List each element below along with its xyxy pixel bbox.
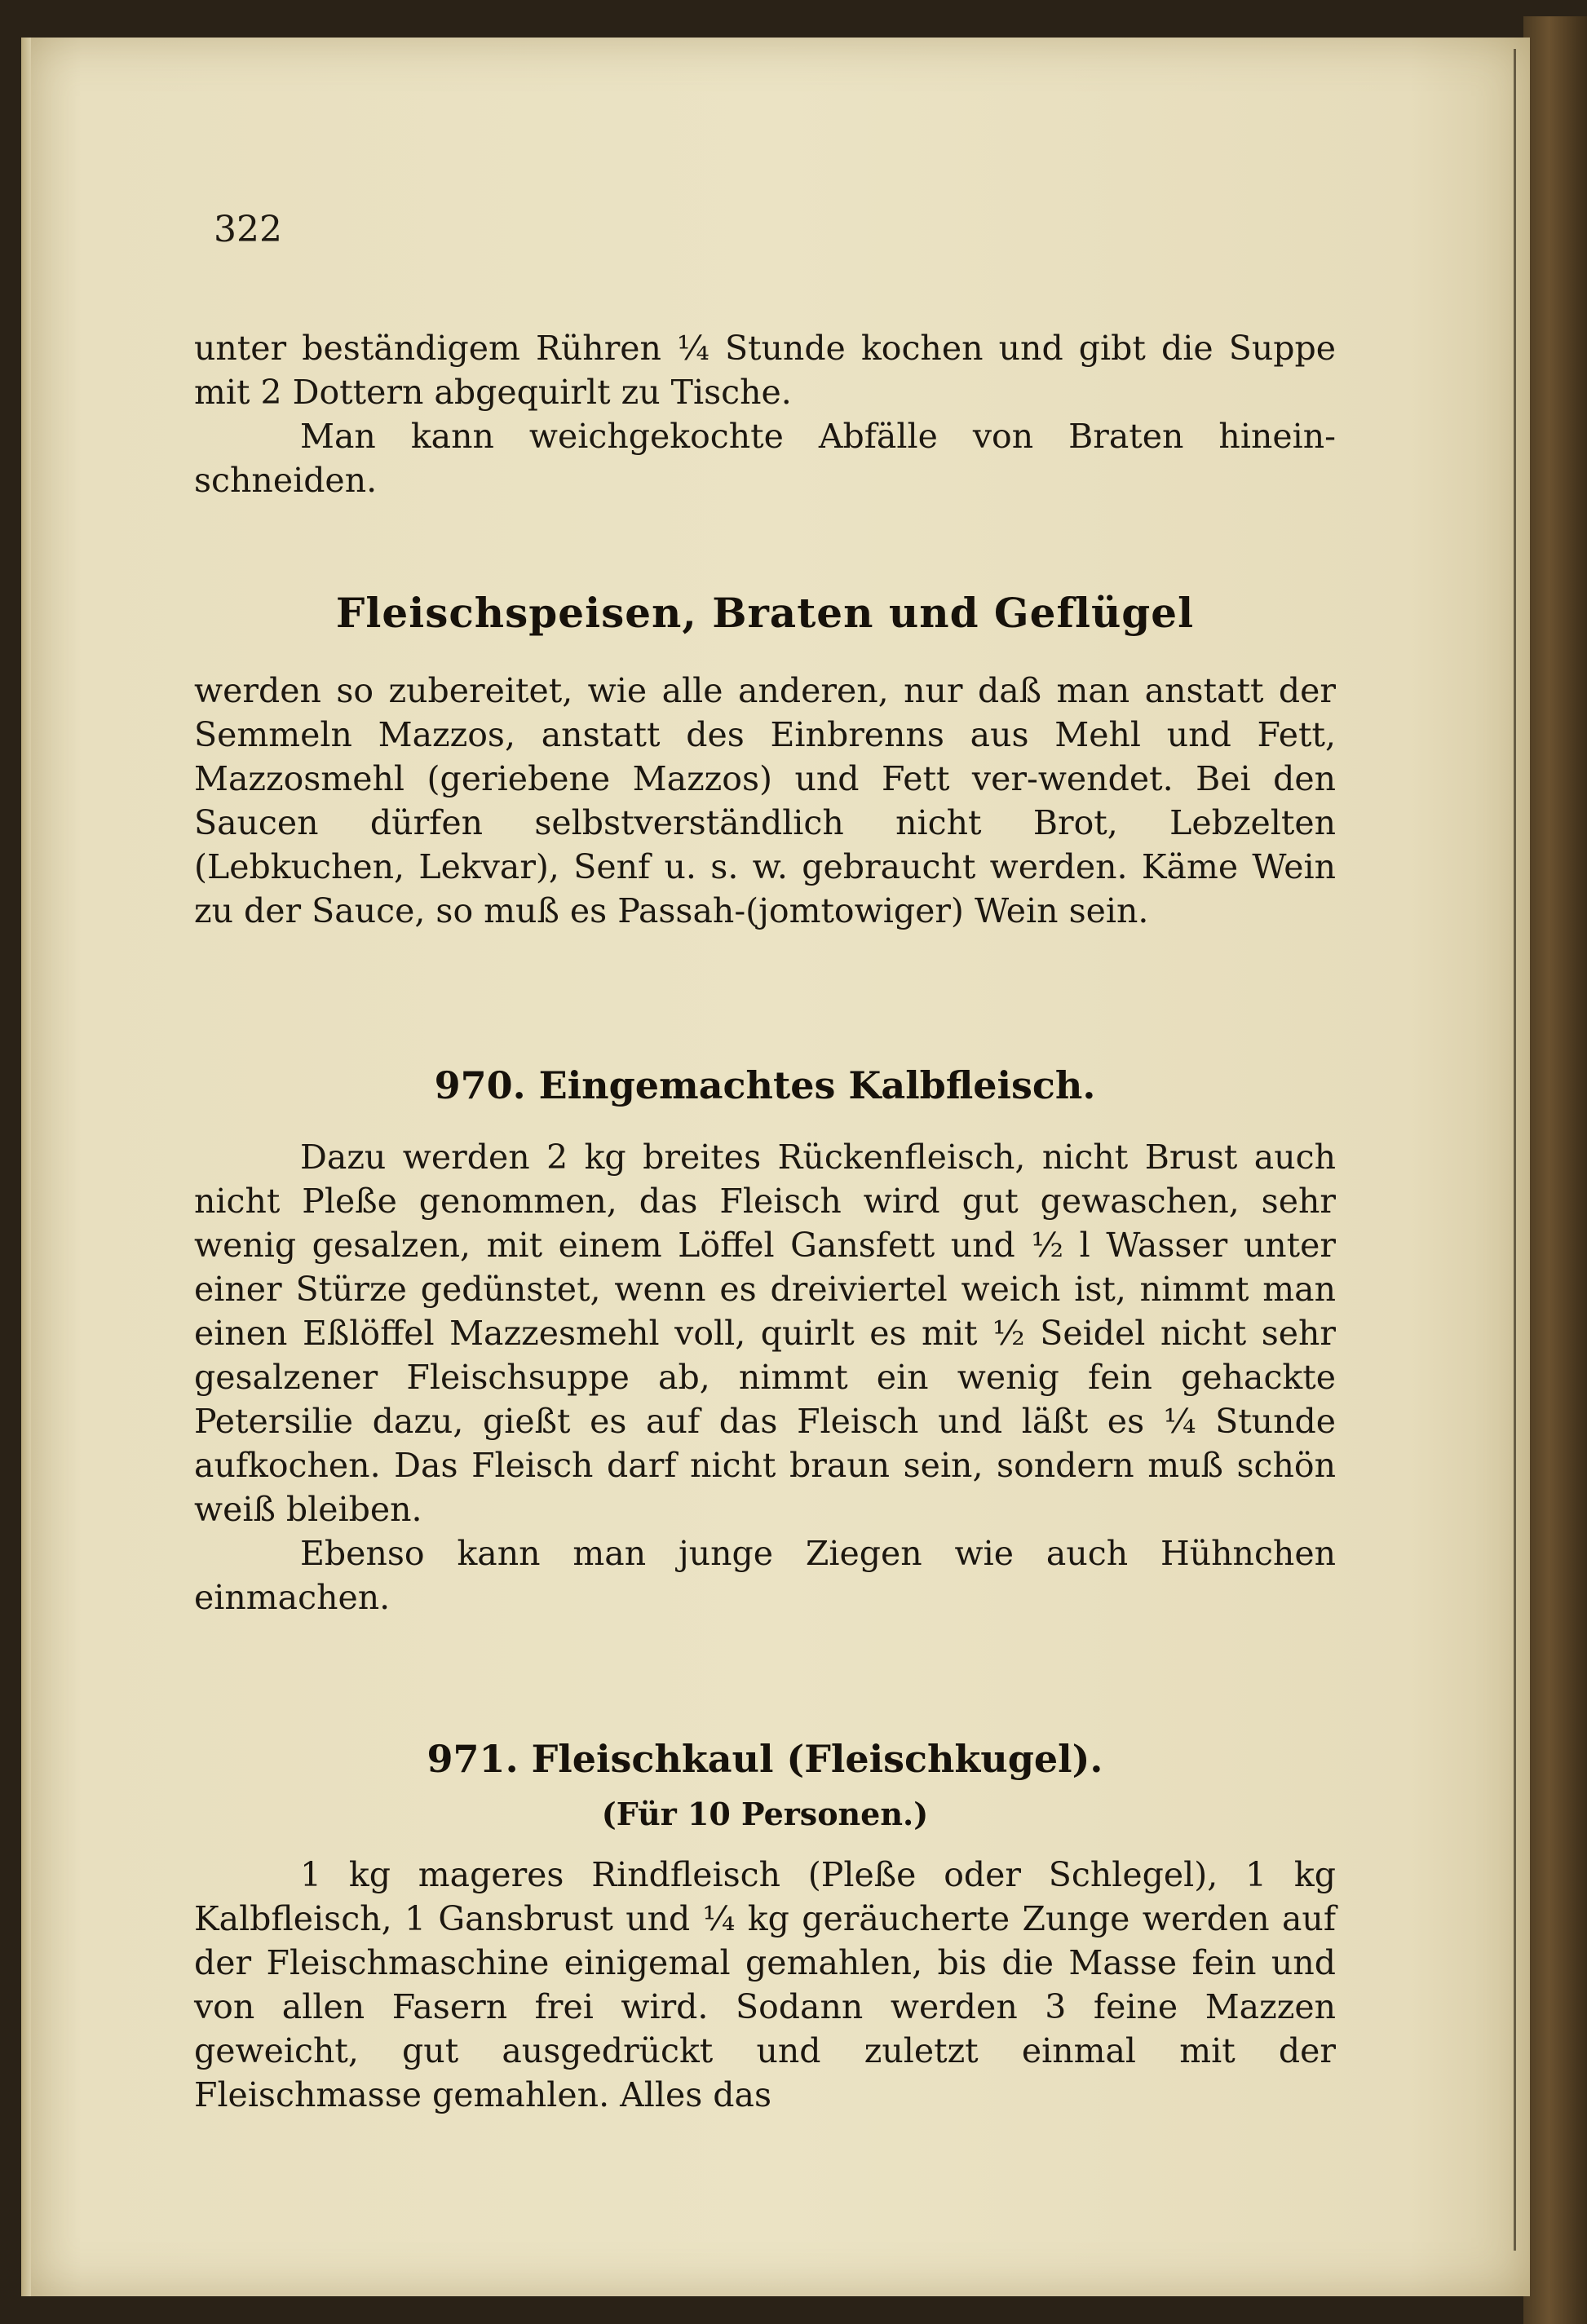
page-gutter-line [1514,49,1516,2251]
recipe-971-subtitle: (Für 10 Personen.) [601,1796,929,1832]
recipe-970-paragraph-2: Ebenso kann man junge Ziegen wie auch Hühnchen einmachen. [194,1534,1336,1617]
recipe-971-paragraph: 1 kg mageres Rindfleisch (Pleße oder Schlegel), 1 kg Kalbfleisch, 1 Gansbrust und ¼ kg geräucherte Zunge werden auf der Fleischmaschine einigemal gemahlen, bis die Masse fein und von allen Fasern frei wird. Sodann werden 3 feine Mazzen geweicht, gut ausgedrückt und zuletzt einmal mit der Fleischmasse gemahlen. Alles das [194,1855,1336,2114]
page-number: 322 [214,209,282,250]
recipe-971-title: 971. Fleischkaul (Fleischkugel). [427,1737,1103,1781]
recipe-970-title: 970. Eingemachtes Kalbfleisch. [434,1063,1096,1107]
intro-text [194,326,1336,502]
recipe-970-body [194,1135,1336,1619]
section-text-block [194,669,1336,933]
intro-paragraph-1: unter beständigem Rühren ¼ Stunde kochen und gibt die Suppe mit 2 Dottern abgequirlt zu Tische. [194,329,1336,412]
page-left-edge [21,38,31,2296]
intro-paragraph-2: Man kann weichgekochte Abfälle von Braten hinein-schneiden. [194,417,1336,500]
recipe-971-body [194,1853,1336,2117]
section-title: Fleischspeisen, Braten und Geflügel [335,589,1195,637]
book-spine-edge [1523,16,1587,2324]
recipe-970-paragraph-1: Dazu werden 2 kg breites Rückenfleisch, nicht Brust auch nicht Pleße genommen, das Fleisch wird gut gewaschen, sehr wenig gesalzen, mit einem Löffel Gansfett und ½ l Wasser unter einer Stürze gedünstet, wenn es dreiviertel weich ist, nimmt man einen Eßlöffel Mazzesmehl voll, quirlt es mit ½ Seidel nicht sehr gesalzener Fleischsuppe ab, nimmt ein wenig fein gehackte Petersilie dazu, gießt es auf das Fleisch und läßt es ¼ Stunde aufkochen. Das Fleisch darf nicht braun sein, sondern muß schön weiß bleiben. [194,1138,1336,1529]
section-text: werden so zubereitet, wie alle anderen, nur daß man anstatt der Semmeln Mazzos, anstatt des Einbrenns aus Mehl und Fett, Mazzosmehl (geriebene Mazzos) und Fett ver-wendet. Bei den Saucen dürfen selbstverständlich nicht Brot, Lebzelten (Lebkuchen, Lekvar), Senf u. s. w. gebraucht werden. Käme Wein zu der Sauce, so muß es Passah-(jomtowiger) Wein sein. [194,671,1336,930]
